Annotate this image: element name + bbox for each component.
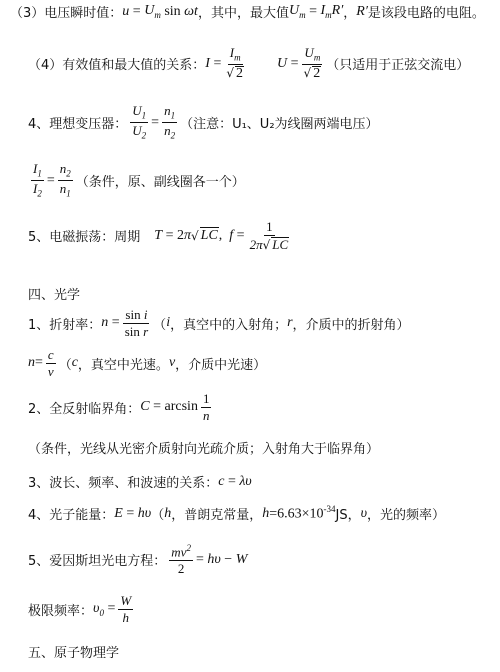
- fraction-one-over-n: $\frac{1}{n}$: [202, 391, 210, 423]
- text-refraction-angle: ，介质中的折射角）: [292, 317, 410, 333]
- label-threshold-frequency: 极限频率：: [28, 603, 94, 619]
- label-refractive-index: 1、折射率：: [28, 317, 102, 333]
- formula-u-equals: u: [122, 3, 130, 19]
- heading-optics: 四、光学: [28, 288, 81, 303]
- text-incident-angle: ，真空中的入射角；: [170, 317, 288, 333]
- text-vacuum-speed: ，真空中光速。: [77, 357, 169, 373]
- text-current-ratio-condition: （条件，原、副线圈各一个）: [75, 175, 245, 191]
- formula-line-photoelectric: 5、爱因斯坦光电方程： $\frac{mv^2}{2}$ = hυ − W: [28, 543, 248, 576]
- fraction-frequency: $\frac{1}{2\pi√ LC}$: [249, 219, 289, 252]
- formula-line-critical-angle: 2、全反射临界角： C = arcsin $\frac{1}{n}$: [28, 391, 210, 423]
- label-rms-max: （4）有效值和最大值的关系：: [28, 58, 206, 74]
- text-resistance: 是该段电路的电阻。: [367, 6, 485, 21]
- fraction-i1-i2: $\frac{I_1}{I_2}$: [33, 161, 42, 199]
- label-critical-angle: 2、全反射临界角：: [28, 401, 141, 417]
- fraction-n1-n2: $\frac{n_1}{n_2}$: [164, 103, 176, 141]
- label-wave-relation: 3、波长、频率、和波速的关系：: [28, 476, 219, 491]
- heading-atomic-physics: 五、原子物理学: [28, 646, 120, 661]
- formula-line-voltage-instantaneous: （3）电压瞬时值： u = $U_m$ sin ωt ，其中，最大值 $U_m$ = $I_mR'$ ， R′ 是该段电路的电阻。: [10, 3, 485, 21]
- formula-line-transformer: 4、理想变压器： $\frac{U_1}{U_2}$ = $\frac{n_1}{n_2}$ （注意：U₁、U₂为线圈两端电压）: [28, 103, 379, 141]
- fraction-n2-n1: $\frac{n_2}{n_1}$: [59, 161, 71, 199]
- text-sine-only: （只适用于正弦交流电）: [326, 58, 470, 74]
- formula-line-refractive-index: 1、折射率： n = $\frac{\text{sin i}}{\text{sin r}}$ （ i ，真空中的入射角； r ，介质中的折射角）: [28, 307, 410, 339]
- formula-line-wave-relation: 3、波长、频率、和波速的关系： c = λυ: [28, 473, 252, 491]
- text-planck-unit: JS，: [335, 508, 361, 523]
- formula-line-rms-max: （4）有效值和最大值的关系： I = $\frac{I_m}{√ 2}$ U = $\frac{U_m}{√ 2}$ （只适用于正弦交流电）: [28, 45, 470, 82]
- text-medium-speed: ，介质中光速）: [175, 357, 267, 373]
- label-photoelectric: 5、爱因斯坦光电方程：: [28, 554, 167, 570]
- text-light-frequency: ，光的频率）: [367, 508, 446, 523]
- label-oscillation-period: 5、电磁振荡：周期: [28, 230, 141, 246]
- formula-line-speed-ratio: n = $\frac{c}{v}$ （ c ，真空中光速。 v ，介质中光速）: [28, 347, 267, 379]
- formula-line-current-ratio: $\frac{I_1}{I_2}$ = $\frac{n_2}{n_1}$ （条件，原、副线圈各一个）: [33, 161, 245, 199]
- section-heading-atomic-physics: [28, 642, 119, 661]
- text-line-total-reflection-condition: [28, 438, 379, 457]
- fraction-mv2-over-2: $\frac{mv^2}{2}$: [171, 543, 191, 576]
- text-planck-constant: ，普朗克常量，: [171, 508, 263, 523]
- formula-line-threshold-frequency: 极限频率： $\upsilon_0$ = $\frac{W}{h}$: [28, 593, 132, 625]
- fraction-sin-i-sin-r: $\frac{\text{sin i}}{\text{sin r}}$: [124, 307, 149, 339]
- text-total-reflection-condition: （条件，光线从光密介质射向光疏介质；入射角大于临界角）: [28, 442, 380, 457]
- label-transformer: 4、理想变压器：: [28, 117, 128, 133]
- fraction-c-v: $\frac{c}{v}$: [47, 347, 54, 379]
- label-voltage-instantaneous: （3）电压瞬时值：: [10, 6, 123, 21]
- text-transformer-note: （注意：U₁、U₂为线圈两端电压）: [180, 117, 379, 133]
- fraction-w-over-h: $\frac{W}{h}$: [120, 593, 132, 625]
- section-heading-optics: [28, 284, 80, 303]
- formula-line-photon-energy: 4、光子能量： E = hυ （ h ，普朗克常量， h $=6.63\times 10^{-34}$ JS， υ ，光的频率）: [28, 504, 446, 523]
- label-photon-energy: 4、光子能量：: [28, 508, 115, 523]
- fraction-u1-u2: $\frac{U_1}{U_2}$: [132, 103, 147, 141]
- formula-line-oscillation: 5、电磁振荡：周期 T = 2 π √ LC , f = $\frac{1}{2\pi√ LC}$: [28, 220, 294, 251]
- text-where-max: ，其中，最大值: [197, 6, 289, 21]
- fraction-um-sqrt2: $\frac{U_m}{√ 2}$: [303, 45, 321, 82]
- fraction-im-sqrt2: $\frac{I_m}{√ 2}$: [226, 45, 244, 82]
